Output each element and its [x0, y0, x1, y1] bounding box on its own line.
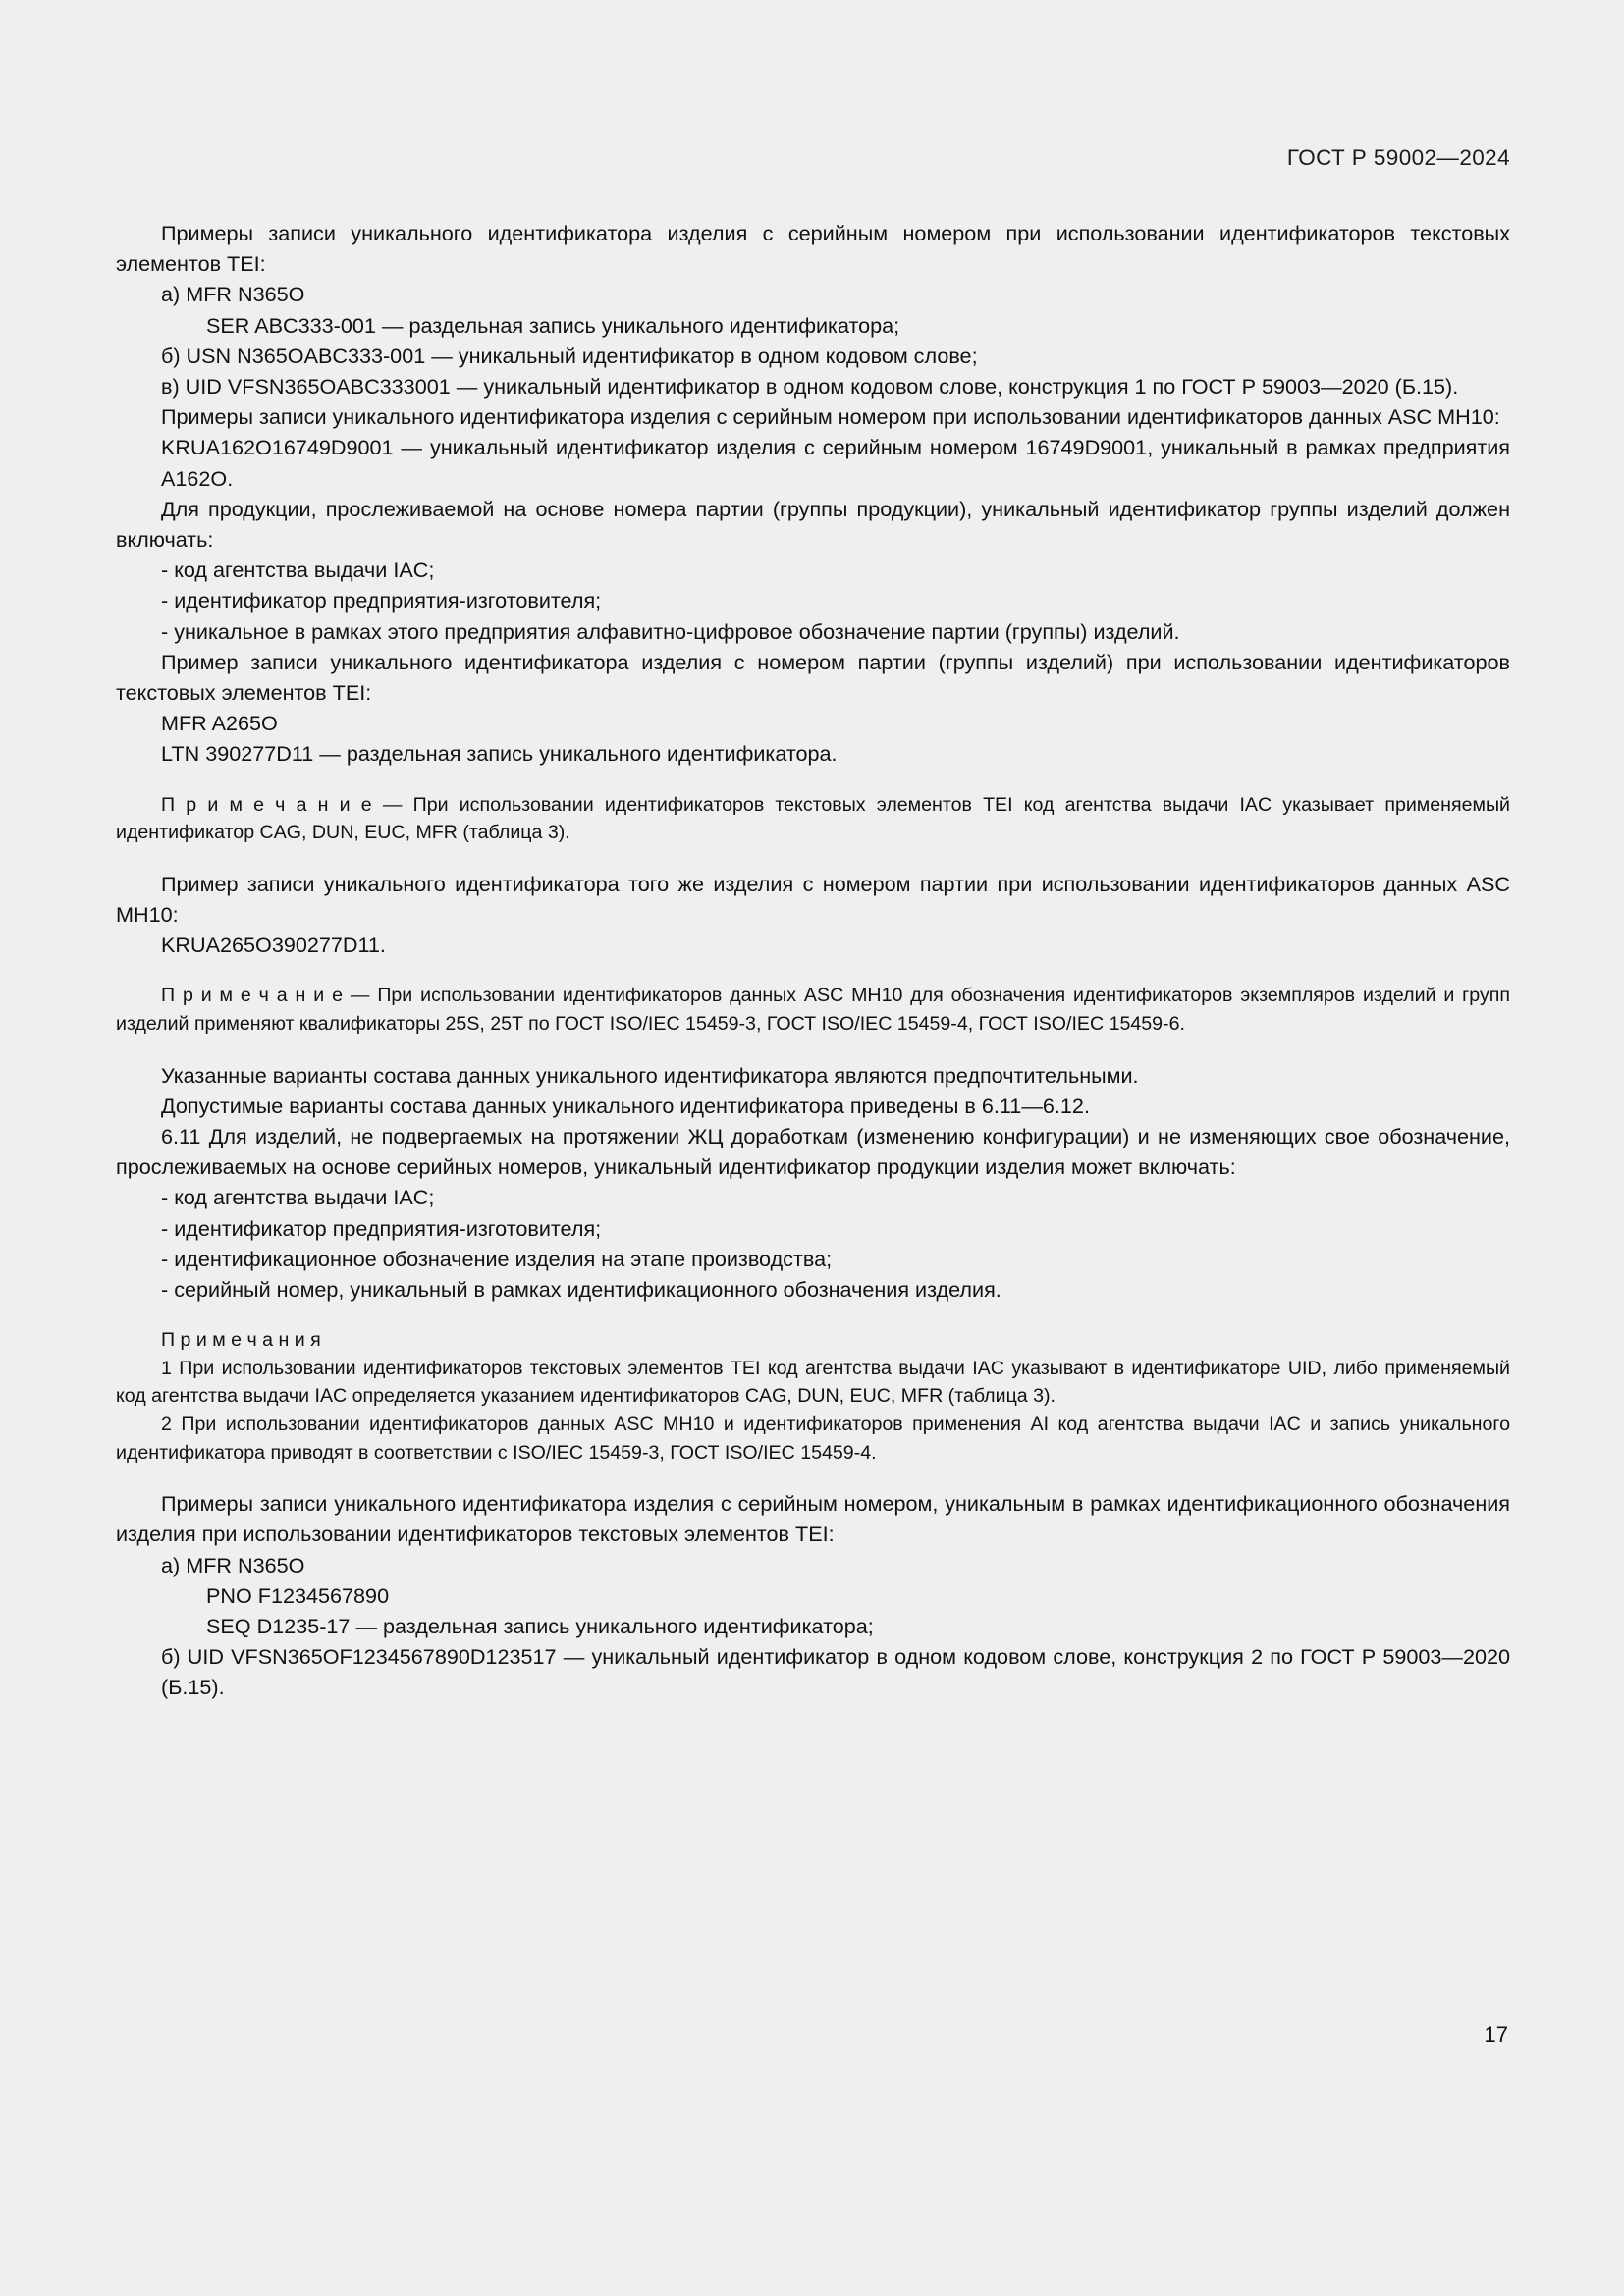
page-header: ГОСТ Р 59002—2024 [1286, 145, 1510, 170]
note-block-2 [116, 982, 1510, 1038]
example-krua265o: KRUA265O390277D11. [161, 933, 386, 958]
page-content [116, 0, 1510, 2296]
paragraph-same-item-batch: Пример записи уникального идентификатора того же изделия с номером партии при использовании идентификаторов данных ASC MH10: [116, 871, 1510, 928]
bullet-manufacturer-id: - идентификатор предприятия-изготовителя; [161, 588, 602, 614]
paragraph-batch-intro: Для продукции, прослеживаемой на основе номера партии (группы продукции), уникальный идентификатор группы изделий должен включать: [116, 496, 1510, 553]
list-item-a-mfr: a) MFR N365O [161, 282, 305, 307]
note-block-3 [116, 1326, 1510, 1467]
bullet-iac-code: - код агентства выдачи IAC; [161, 558, 435, 583]
note-block-1 [116, 791, 1510, 847]
list-item-a-ser: SER ABC333-001 — раздельная запись уникального идентификатора; [206, 312, 900, 338]
bullet-611-serial-number: - серийный номер, уникальный в рамках идентификационного обозначения изделия. [161, 1277, 1001, 1303]
note-1 [116, 791, 1510, 847]
paragraph-clause-6-11: 6.11 Для изделий, не подвергаемых на протяжении ЖЦ доработкам (изменению конфигурации) и не изменяющих свое обозначение, прослеживаемых на основе серийных номеров, уникальный идентификатор продукции изделия может включать: [116, 1124, 1510, 1180]
paragraph-preferred-variants: Указанные варианты состава данных уникального идентификатора являются предпочтительными. [161, 1062, 1139, 1088]
notes-heading: П р и м е ч а н и я [161, 1329, 321, 1352]
note-2-text: — При использовании идентификаторов данных ASC MH10 для обозначения идентификаторов экземпляров изделий и групп изделий применяют квалификаторы 25S, 25T по ГОСТ ISO/IEC 15459-3, ГОСТ ISO/IEC 15459-4, ГОСТ ISO/IEC 15459-6. [116, 985, 1510, 1036]
list-item-b-usn: б) USN N365OABC333-001 — уникальный идентификатор в одном кодовом слове; [161, 343, 978, 368]
bullet-611-product-designation: - идентификационное обозначение изделия на этапе производства; [161, 1246, 833, 1271]
list-item-v-uid: в) UID VFSN365OABC333001 — уникальный идентификатор в одном кодовом слове, конструкция 1 по ГОСТ Р 59003—2020 (Б.15). [161, 374, 1459, 400]
note-2 [116, 982, 1510, 1038]
note-1-text: — При использовании идентификаторов текстовых элементов TEI код агентства выдачи IAC указывает применяемый идентификатор CAG, DUN, EUC, MFR (таблица 3). [116, 793, 1510, 844]
list2-item-b-uid: б) UID VFSN365OF1234567890D123517 — уникальный идентификатор в одном кодовом слове, конструкция 2 по ГОСТ Р 59003—2020 (Б.15). [161, 1644, 1510, 1700]
list2-item-a-mfr: a) MFR N365O [161, 1552, 305, 1577]
bullet-611-manufacturer-id: - идентификатор предприятия-изготовителя; [161, 1215, 602, 1241]
example-mfr-a265o: MFR A265O [161, 711, 278, 736]
bullet-611-iac-code: - код агентства выдачи IAC; [161, 1185, 435, 1210]
paragraph-examples-serial-unique: Примеры записи уникального идентификатора изделия с серийным номером, уникальным в рамках идентификационного обозначения изделия при использовании идентификаторов текстовых элементов TEI: [116, 1491, 1510, 1547]
note-item-2: 2 При использовании идентификаторов данных ASC MH10 и идентификаторов применения AI код агентства выдачи IAC и запись уникального идентификатора приводят в соответствии с ISO/IEC 15459-3, ГОСТ ISO/IEC 15459-4. [116, 1414, 1510, 1464]
note-item-1: 1 При использовании идентификаторов текстовых элементов TEI код агентства выдачи IAC указывают в идентификаторе UID, либо применяемый код агентства выдачи IAC определяется указанием идентификаторов CAG, DUN, EUC, MFR (таблица 3). [116, 1357, 1510, 1408]
paragraph-allowed-variants: Допустимые варианты состава данных уникального идентификатора приведены в 6.11—6.12. [161, 1093, 1090, 1118]
spacer-1 [116, 847, 1510, 869]
example-ltn-390277d11: LTN 390277D11 — раздельная запись уникального идентификатора. [161, 741, 838, 767]
paragraph-intro-mh10: Примеры записи уникального идентификатора изделия с серийным номером при использовании идентификаторов данных ASC MH10: [161, 404, 1500, 430]
paragraph-krua162: KRUA162O16749D9001 — уникальный идентификатор изделия с серийным номером 16749D9001, уникальный в рамках предприятия A162O. [161, 435, 1510, 491]
list2-item-a-pno: PNO F1234567890 [206, 1582, 390, 1608]
paragraph-batch-example-intro: Пример записи уникального идентификатора изделия с номером партии (группы изделий) при использовании идентификаторов текстовых элементов TEI: [116, 649, 1510, 706]
spacer-2 [116, 1039, 1510, 1060]
spacer-3 [116, 1467, 1510, 1488]
document-body [116, 218, 1510, 1703]
note-2-label: П р и м е ч а н и е [161, 985, 343, 1007]
paragraph-intro-tei: Примеры записи уникального идентификатора изделия с серийным номером при использовании идентификаторов текстовых элементов TEI: [116, 221, 1510, 277]
note-1-label: П р и м е ч а н и е [161, 793, 372, 816]
page-number: 17 [1484, 2022, 1508, 2047]
list2-item-a-seq: SEQ D1235-17 — раздельная запись уникального идентификатора; [206, 1614, 874, 1639]
bullet-batch-designation: - уникальное в рамках этого предприятия алфавитно-цифровое обозначение партии (группы) изделий. [161, 618, 1180, 644]
